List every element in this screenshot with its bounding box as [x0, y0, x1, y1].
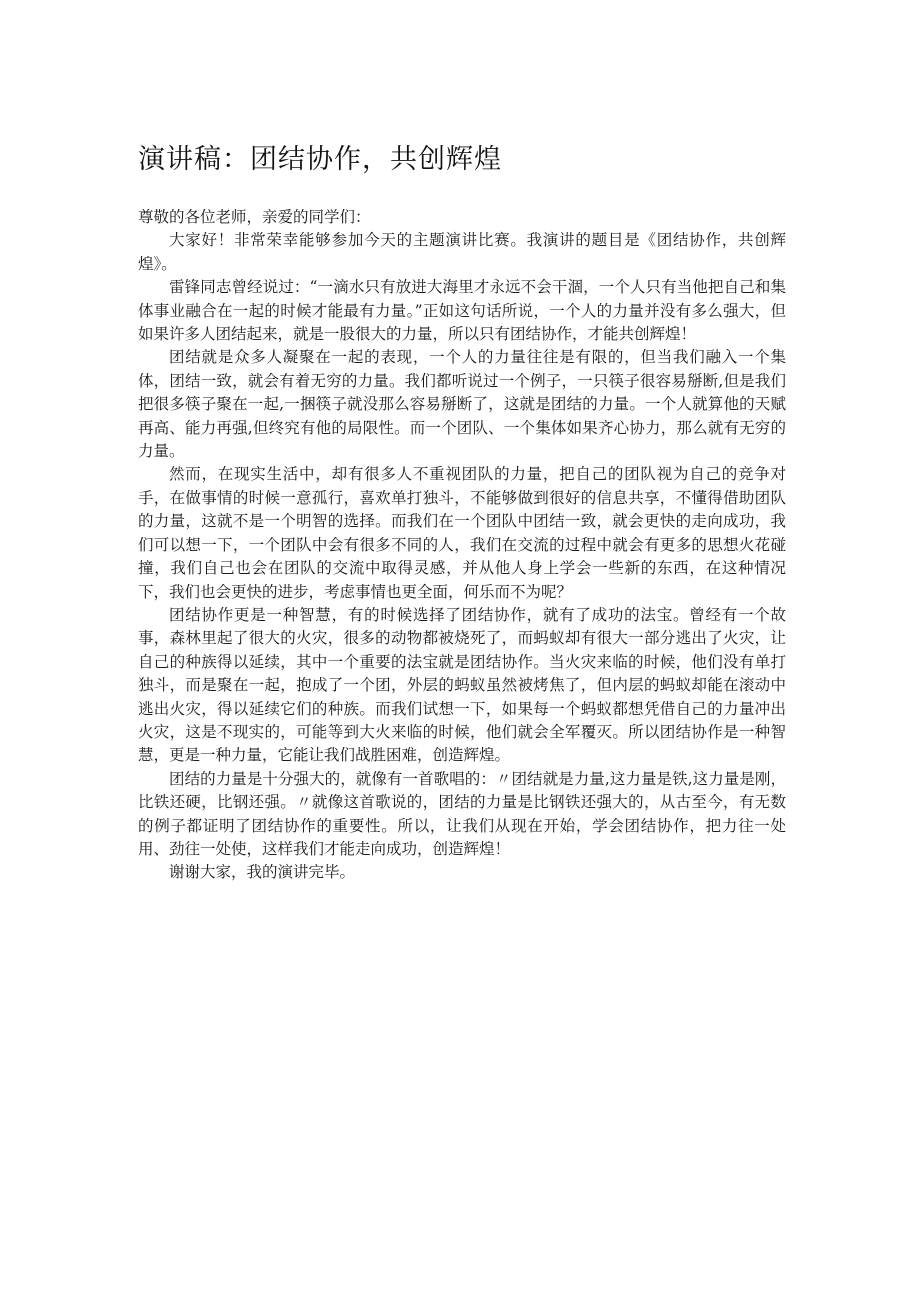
paragraph-closing: 谢谢大家，我的演讲完毕。 [169, 863, 356, 882]
paragraph-opening: 大家好！非常荣幸能够参加今天的主题演讲比赛。我演讲的题目是《团结协作，共创辉煌》。 [138, 231, 786, 273]
document-title: 演讲稿：团结协作，共创辉煌 [138, 144, 502, 175]
paragraph-wisdom: 团结协作更是一种智慧，有的时候选择了团结协作，就有了成功的法宝。曾经有一个故事，森林里起了很大的火灾，很多的动物都被烧死了，而蚂蚁却有很大一部分逃出了火灾，让自己的种族得以延续，其中一个重要的法宝就是团结协作。当火灾来临的时候，他们没有单打独斗，而是聚在一起，抱成了一个团，外层的蚂蚁虽然被烤焦了，但内层的蚂蚁却能在滚动中逃出火灾，得以延续它们的种族。而我们试想一下，如果每一个蚂蚁都想凭借自己的力量冲出火灾，这是不现实的，可能等到大火来临的时候，他们就会全军覆灭。所以团结协作是一种智慧，更是一种力量，它能让我们战胜困难，创造辉煌。 [138, 605, 786, 765]
paragraph-unity: 团结就是众多人凝聚在一起的表现，一个人的力量往往是有限的，但当我们融入一个集体，团结一致，就会有着无穷的力量。我们都听说过一个例子，一只筷子很容易掰断,但是我们把很多筷子聚在一起,一捆筷子就没那么容易掰断了，这就是团结的力量。一个人就算他的天赋再高、能力再强,但终究有他的局限性。而一个团队、一个集体如果齐心协力，那么就有无穷的力量。 [138, 348, 786, 461]
paragraph-quote: 雷锋同志曾经说过：“一滴水只有放进大海里才永远不会干涸，一个人只有当他把自己和集体事业融合在一起的时候才能最有力量。”正如这句话所说，一个人的力量并没有多么强大，但如果许多人团结起来，就是一股很大的力量，所以只有团结协作，才能共创辉煌！ [138, 278, 786, 344]
speech-body [138, 140, 786, 885]
paragraph-reality: 然而，在现实生活中，却有很多人不重视团队的力量，把自己的团队视为自己的竞争对手，在做事情的时候一意孤行，喜欢单打独斗，不能够做到很好的信息共享，不懂得借助团队的力量，这就不是一个明智的选择。而我们在一个团队中团结一致，就会更快的走向成功，我们可以想一下，一个团队中会有很多不同的人，我们在交流的过程中就会有更多的思想火花碰撞，我们自己也会在团队的交流中取得灵感，并从他人身上学会一些新的东西，在这种情况下，我们也会更快的进步，考虑事情也更全面，何乐而不为呢？ [138, 465, 786, 601]
salutation: 尊敬的各位老师，亲爱的同学们： [138, 208, 371, 226]
paragraph-song: 团结的力量是十分强大的，就像有一首歌唱的：〃团结就是力量,这力量是铁,这力量是刚，比铁还硬，比钢还强。〃就像这首歌说的，团结的力量是比钢铁还强大的，从古至今，有无数的例子都证明了团结协作的重要性。所以，让我们从现在开始，学会团结协作，把力往一处用、劲往一处使，这样我们才能走向成功，创造辉煌！ [138, 769, 786, 858]
